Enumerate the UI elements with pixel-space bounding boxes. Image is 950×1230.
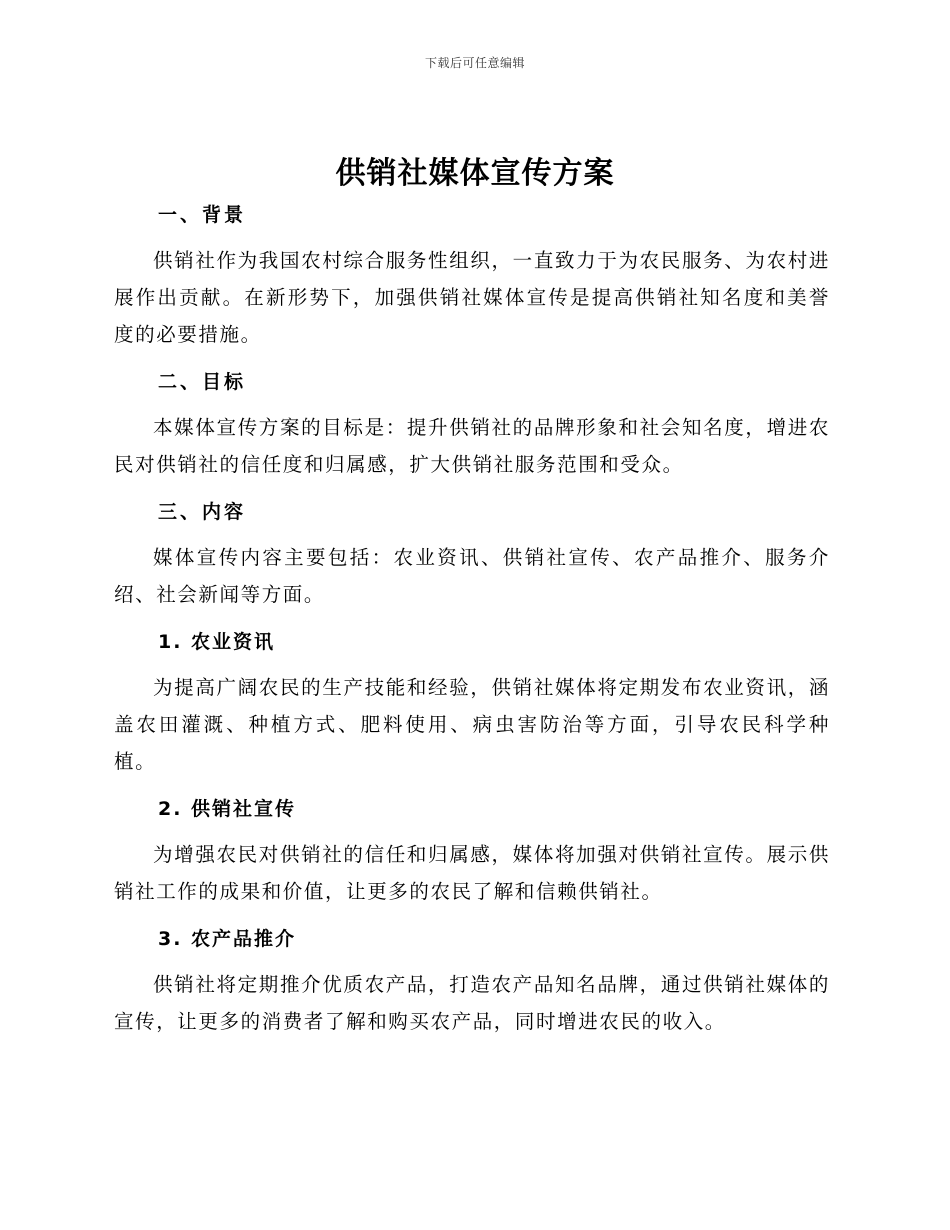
- subsection-text-coop-promo: 为增强农民对供销社的信任和归属感，媒体将加强对供销社宣传。展示供销社工作的成果和价值，让更多的农民了解和信赖供销社。: [114, 843, 830, 903]
- subsection-heading-agri-info: 1. 农业资讯: [158, 631, 276, 653]
- section-heading-goal: 二、目标: [158, 371, 247, 393]
- subsection-heading-coop-promo: 2. 供销社宣传: [158, 798, 297, 820]
- subsection-heading-product-promo: 3. 农产品推介: [158, 928, 297, 950]
- section-heading-content: 三、内容: [158, 501, 247, 523]
- section-text-background: 供销社作为我国农村综合服务性组织，一直致力于为农民服务、为农村进展作出贡献。在新形势下，加强供销社媒体宣传是提高供销社知名度和美誉度的必要措施。: [114, 249, 830, 346]
- document-body: [114, 196, 830, 1050]
- section-heading-background: 一、背景: [158, 204, 247, 226]
- subsection-text-agri-info: 为提高广阔农民的生产技能和经验，供销社媒体将定期发布农业资讯，涵盖农田灌溉、种植方式、肥料使用、病虫害防治等方面，引导农民科学种植。: [114, 676, 830, 773]
- header-note: 下载后可任意编辑: [424, 56, 525, 70]
- section-text-goal: 本媒体宣传方案的目标是：提升供销社的品牌形象和社会知名度，增进农民对供销社的信任度和归属感，扩大供销社服务范围和受众。: [114, 416, 830, 476]
- document-title: 供销社媒体宣传方案: [335, 156, 615, 191]
- section-text-content: 媒体宣传内容主要包括：农业资讯、供销社宣传、农产品推介、服务介绍、社会新闻等方面。: [114, 546, 830, 606]
- subsection-text-product-promo: 供销社将定期推介优质农产品，打造农产品知名品牌，通过供销社媒体的宣传，让更多的消费者了解和购买农产品，同时增进农民的收入。: [114, 973, 830, 1033]
